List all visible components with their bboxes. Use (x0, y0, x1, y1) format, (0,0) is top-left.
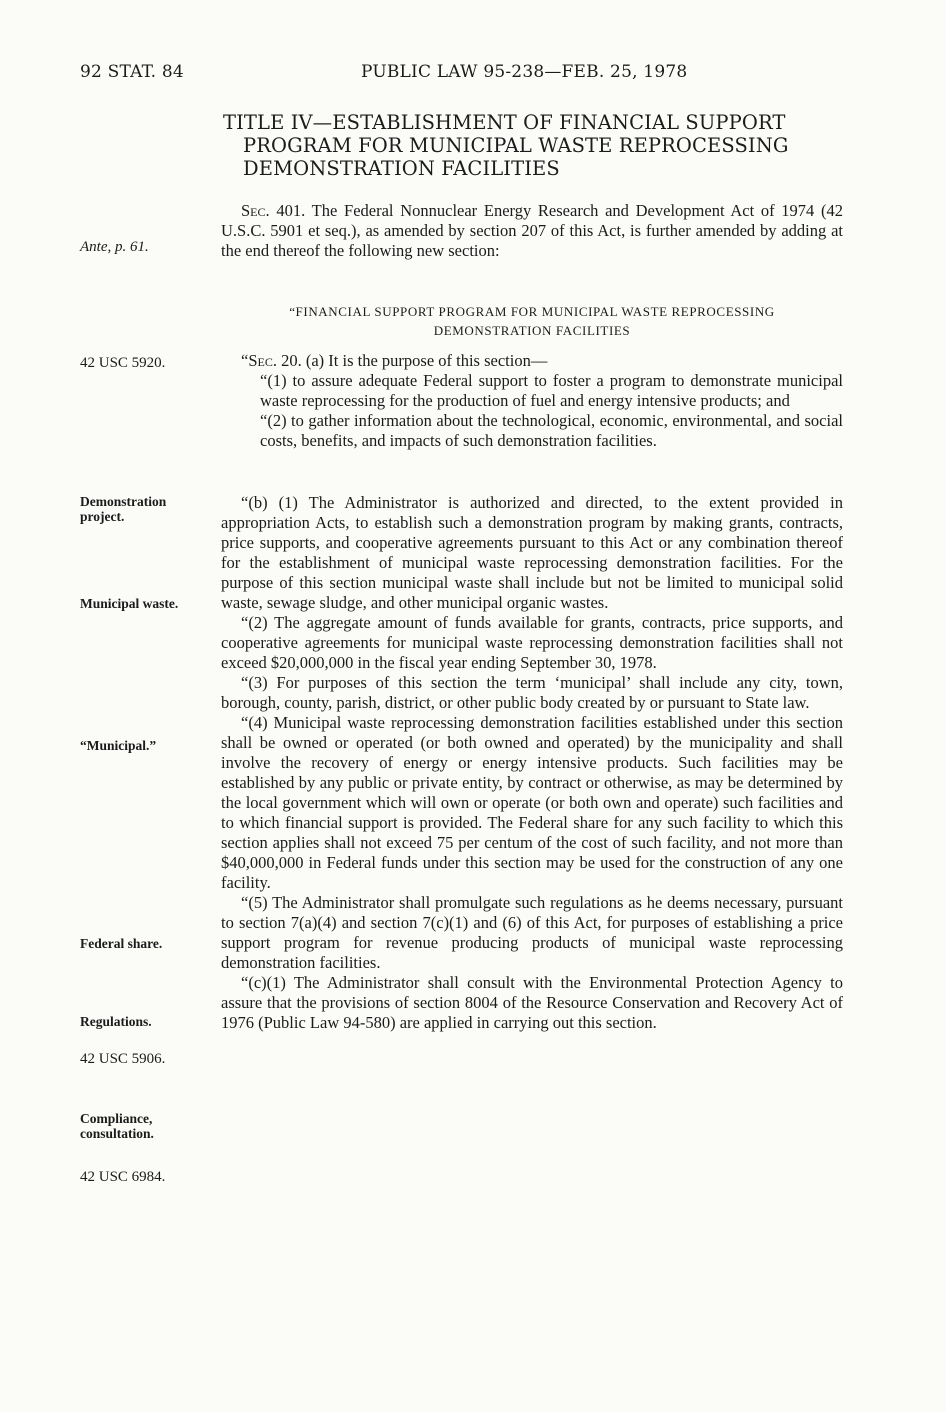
margin-note-usc5920: 42 USC 5920. (80, 355, 166, 371)
sec20-b3: “(3) For purposes of this section the term ‘municipal’ shall include any city, town, borough, county, parish, district, or other public body created by or pursuant to State law. (221, 673, 843, 712)
sec20-b5: “(5) The Administrator shall promulgate such regulations as he deems necessary, pursuant to section 7(a)(4) and section 7(c)(1) and (6) of this Act, for purposes of establishing a price support program for revenue producing products of municipal waste reprocessing demonstration facilities. (221, 893, 843, 972)
title-line-3: DEMONSTRATION FACILITIES (243, 157, 560, 180)
margin-note-demonstration-line1: Demonstration (80, 494, 167, 509)
section-subheading (221, 302, 843, 340)
section-401-paragraph (221, 201, 843, 261)
margin-note-compliance (80, 1111, 215, 1141)
sec20-label: “Sec. 20. (241, 351, 302, 370)
section-401-text: The Federal Nonnuclear Energy Research and Development Act of 1974 (42 U.S.C. 5901 et seq.), as amended by section 207 of this Act, is further amended by adding at the end thereof the following new section: (221, 201, 844, 260)
margin-note-federal-share: Federal share. (80, 936, 163, 951)
sec20-a-intro (221, 351, 843, 371)
margin-note-demonstration (80, 494, 215, 524)
margin-note-compliance-line2: consultation. (80, 1126, 154, 1141)
sec20-a2: “(2) to gather information about the technological, economic, environmental, and social costs, benefits, and impacts of such demonstration facilities. (260, 411, 843, 450)
sec20-a-intro-text: (a) It is the purpose of this section— (305, 351, 548, 370)
sec20-b2: “(2) The aggregate amount of funds available for grants, contracts, price supports, and cooperative agreements for municipal waste reprocessing demonstration facilities shall not exceed $20,000,000 in the fiscal year ending September 30, 1978. (221, 613, 843, 672)
title-line-1: TITLE IV—ESTABLISHMENT OF FINANCIAL SUPPORT (223, 111, 786, 134)
sec20-b1: “(b) (1) The Administrator is authorized and directed, to the extent provided in appropriation Acts, to establish such a demonstration program by making grants, contracts, price supports, and cooperative agreements pursuant to this Act or any combination thereof for the establishment of municipal waste reprocessing demonstration facilities. For the purpose of this section municipal waste shall include but not be limited to municipal solid waste, sewage sludge, and other municipal organic wastes. (221, 493, 843, 612)
margin-note-municipal-waste: Municipal waste. (80, 596, 179, 611)
section-401-label: Sec. 401. (241, 201, 306, 220)
margin-note-usc6984: 42 USC 6984. (80, 1169, 166, 1185)
stat-page-number: 92 STAT. 84 (80, 62, 184, 82)
subheading-line-1: “FINANCIAL SUPPORT PROGRAM FOR MUNICIPAL WASTE REPROCESSING (289, 304, 775, 319)
running-header: PUBLIC LAW 95-238—FEB. 25, 1978 (361, 62, 688, 82)
sec20-b4: “(4) Municipal waste reprocessing demonstration facilities established under this section shall be owned or operated (or both owned and operated) by the municipality and shall involve the recovery of energy or energy intensive products. Such facilities may be established by any public or private entity, by contract or otherwise, as may be determined by the local government which will own or operate (or both own and operate) such facilities and to which financial support is provided. The Federal share for any such facility to which this section applies shall not exceed 75 per centum of the cost of such facility, and not more than $40,000,000 in Federal funds under this section may be used for the construction of any one facility. (221, 713, 843, 892)
section-20-b (221, 493, 843, 1033)
margin-note-usc5906: 42 USC 5906. (80, 1051, 166, 1067)
sec20-c1: “(c)(1) The Administrator shall consult with the Environmental Protection Agency to assure that the provisions of section 8004 of the Resource Conservation and Recovery Act of 1976 (Public Law 94-580) are applied in carrying out this section. (221, 973, 843, 1032)
subheading-line-2: DEMONSTRATION FACILITIES (433, 323, 631, 338)
title-heading (223, 111, 853, 180)
margin-note-municipal-def: “Municipal.” (80, 738, 157, 753)
margin-note-ante: Ante, p. 61. (80, 239, 149, 255)
section-20-a (221, 351, 843, 451)
sec20-a1: “(1) to assure adequate Federal support to foster a program to demonstrate municipal waste reprocessing for the production of fuel and energy intensive products; and (260, 371, 843, 410)
section-401 (221, 201, 843, 261)
margin-note-compliance-line1: Compliance, (80, 1111, 153, 1126)
title-line-2: PROGRAM FOR MUNICIPAL WASTE REPROCESSING (243, 134, 789, 157)
margin-note-regulations: Regulations. (80, 1014, 152, 1029)
margin-note-demonstration-line2: project. (80, 509, 125, 524)
